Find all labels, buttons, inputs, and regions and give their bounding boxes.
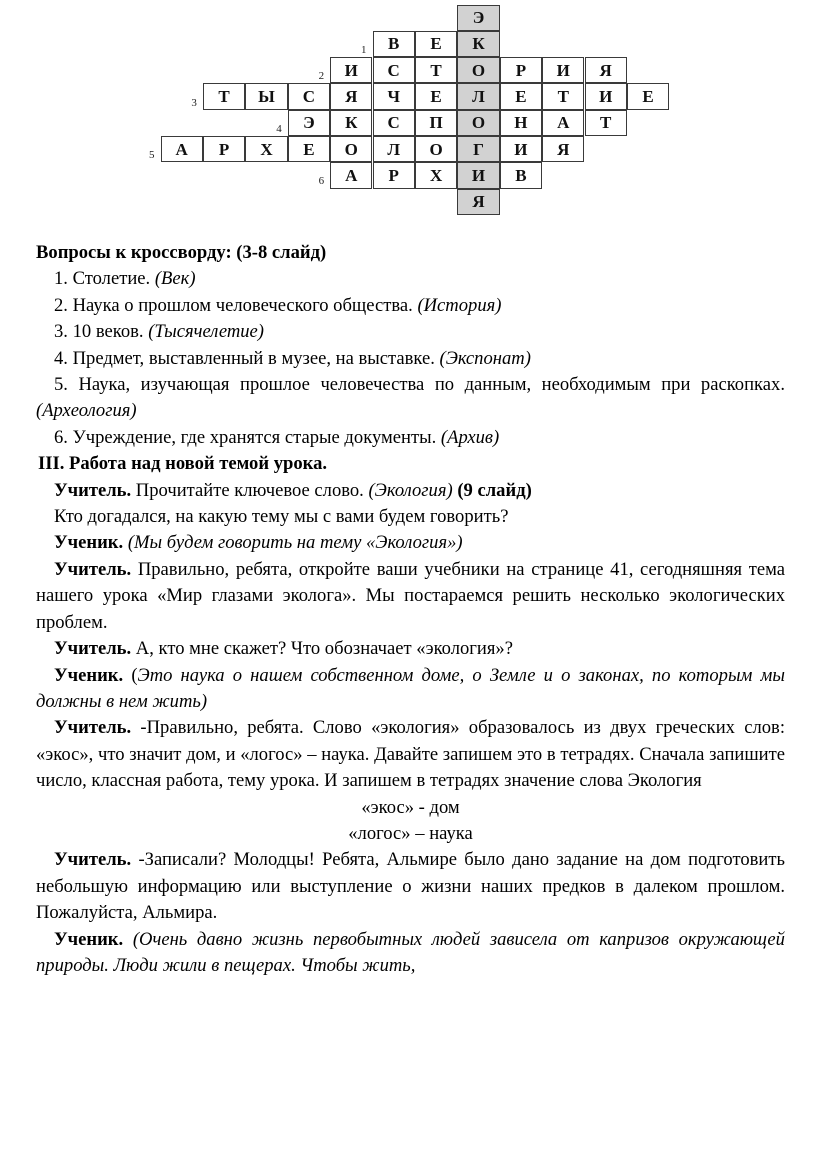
dialogue-speaker-4: Учитель. — [54, 558, 132, 580]
crossword-cell-r5-c8: И — [500, 136, 542, 162]
dialogue-speaker-6: Ученик. — [54, 664, 124, 686]
crossword-cell-r3-c10: И — [585, 83, 627, 109]
dialogue-line-1 — [36, 478, 785, 504]
crossword-cell-r1-c6: Е — [415, 31, 457, 57]
crossword-row-number-3: 3 — [191, 96, 197, 109]
question-answer-3: (Тысячелетие) — [148, 321, 264, 343]
crossword-cell-r3-c5: Ч — [373, 83, 415, 109]
question-text-1: 1. Столетие. — [54, 268, 155, 290]
crossword-cell-r2-c10: Я — [585, 57, 627, 83]
question-text-6: 6. Учреждение, где хранятся старые документы. — [54, 426, 441, 448]
crossword-cell-r3-c2: Ы — [245, 83, 287, 109]
dialogue-text-4: Правильно, ребята, откройте ваши учебники на странице 41, сегодняшняя тема нашего урока «Мир глазами эколога». Мы постараемся решить несколько экологических проблем. — [36, 558, 785, 633]
centered-definitions — [36, 795, 785, 848]
questions-heading: Вопросы к кроссворду: (3-8 слайд) — [36, 242, 327, 263]
crossword-cell-r3-c9: Т — [542, 83, 584, 109]
crossword-cell-r3-c7: Л — [457, 83, 499, 109]
dialogue-text-2: Кто догадался, на какую тему мы с вами будем говорить? — [54, 506, 509, 528]
crossword-cell-r2-c7: О — [457, 57, 499, 83]
crossword-question-5 — [36, 372, 785, 425]
crossword-cell-r2-c4: И — [330, 57, 372, 83]
dialogue-line-5 — [36, 636, 785, 662]
dialogue-italic-3: (Мы будем говорить на тему «Экология») — [127, 532, 463, 554]
dialogue-italic-6: Это наука о нашем собственном доме, о Земле и о законах, по которым мы должны в нем жить) — [36, 664, 785, 712]
dialogue-line-7 — [36, 715, 785, 794]
crossword-cell-r4-c6: П — [415, 110, 457, 136]
dialogue-tail-text-2 — [123, 929, 133, 950]
crossword-cell-r5-c5: Л — [373, 136, 415, 162]
crossword-cell-r5-c2: Х — [245, 136, 287, 162]
dialogue-tail-speaker-2: Ученик. — [54, 928, 124, 950]
document-body — [36, 240, 785, 979]
dialogue-speaker-1: Учитель. — [54, 479, 132, 501]
question-answer-6: (Архив) — [440, 426, 500, 448]
crossword-cell-r6-c8: В — [500, 162, 542, 188]
crossword-question-3 — [36, 319, 785, 345]
crossword-cell-r5-c7: Г — [457, 136, 499, 162]
crossword-cell-r4-c5: С — [373, 110, 415, 136]
crossword-cell-r6-c4: А — [330, 162, 372, 188]
crossword-cell-r3-c4: Я — [330, 83, 372, 109]
crossword-row-number-4: 4 — [276, 122, 282, 135]
crossword-cell-r3-c3: С — [288, 83, 330, 109]
crossword-cell-r5-c4: О — [330, 136, 372, 162]
question-text-3: 3. 10 веков. — [54, 321, 149, 343]
dialogue-block — [36, 478, 785, 795]
dialogue-tail-line-1 — [36, 847, 785, 926]
question-answer-5: (Археология) — [36, 400, 137, 422]
crossword-question-6 — [36, 425, 785, 451]
dialogue-line-6 — [36, 663, 785, 716]
crossword-cell-r2-c5: С — [373, 57, 415, 83]
dialogue-tailbold-1: (9 слайд) — [457, 479, 532, 501]
crossword-cell-r4-c3: Э — [288, 110, 330, 136]
dialogue-line-4 — [36, 557, 785, 636]
dialogue-tail-speaker-1: Учитель. — [54, 849, 132, 871]
crossword-cell-r6-c7: И — [457, 162, 499, 188]
dialogue-tail-line-2 — [36, 927, 785, 980]
question-answer-4: (Экспонат) — [439, 347, 531, 369]
dialogue-tail-text-1: -Записали? Молодцы! Ребята, Альмире было дано задание на дом подготовить небольшую информацию или выступление о жизни наших предков в далеком прошлом. Пожалуйста, Альмира. — [36, 849, 785, 924]
questions-list — [36, 266, 785, 451]
question-answer-1: (Век) — [154, 268, 196, 290]
dialogue-speaker-3: Ученик. — [54, 532, 124, 554]
question-text-2: 2. Наука о прошлом человеческого общества. — [54, 294, 418, 316]
crossword-row-number-6: 6 — [318, 175, 325, 188]
crossword-question-1 — [36, 266, 785, 292]
crossword-cell-r4-c10: Т — [585, 110, 627, 136]
dialogue-tail-italic-2: (Очень давно жизнь первобытных людей зависела от капризов окружающей природы. Люди жили в пещерах. Чтобы жить, — [36, 928, 785, 976]
section-heading: III. Работа над новой темой урока. — [38, 453, 328, 475]
crossword-cell-r5-c3: Е — [288, 136, 330, 162]
crossword-cell-r4-c9: А — [542, 110, 584, 136]
crossword-cell-r5-c9: Я — [542, 136, 584, 162]
crossword-cell-r2-c9: И — [542, 57, 584, 83]
crossword-cell-r3-c8: Е — [500, 83, 542, 109]
crossword-cell-r2-c6: Т — [415, 57, 457, 83]
crossword-cell-r5-c1: Р — [203, 136, 245, 162]
definition-line-2: «логос» – наука — [348, 822, 473, 844]
dialogue-text-1: Прочитайте ключевое слово. — [131, 479, 369, 501]
question-text-5: 5. Наука, изучающая прошлое человечества по данным, необходимым при раскопках. — [54, 374, 785, 396]
dialogue-speaker-5: Учитель. — [54, 638, 132, 660]
dialogue-text-7: -Правильно, ребята. Слово «экология» образовалось из двух греческих слов: «экос», что значит дом, и «логос» – наука. Давайте запишем это в тетрадях. Сначала запишите число, классная работа, тему урока. И запишем в тетрадях значение слова Экология — [36, 717, 785, 792]
question-answer-2: (История) — [417, 294, 502, 316]
dialogue-text-6: ( — [123, 664, 138, 686]
crossword-cell-r5-c0: А — [161, 136, 203, 162]
crossword-cell-r3-c1: Т — [203, 83, 245, 109]
crossword-cell-r1-c5: В — [373, 31, 415, 57]
crossword-cell-r4-c4: К — [330, 110, 372, 136]
crossword-row-number-2: 2 — [318, 70, 325, 83]
dialogue-italic-1: (Экология) — [368, 479, 453, 501]
crossword-row-number-1: 1 — [361, 43, 367, 56]
crossword-row-number-5: 5 — [149, 149, 155, 162]
crossword-cell-r3-c11: Е — [627, 83, 669, 109]
dialogue-line-3 — [36, 530, 785, 556]
crossword-question-4 — [36, 346, 785, 372]
crossword-question-2 — [36, 293, 785, 319]
crossword-cell-r0-c7: Э — [457, 5, 499, 31]
crossword-figure — [0, 0, 816, 232]
crossword-cell-r4-c8: Н — [500, 110, 542, 136]
dialogue-text-5: А, кто мне скажет? Что обозначает «экология»? — [131, 638, 513, 660]
crossword-cell-r3-c6: Е — [415, 83, 457, 109]
crossword-cell-r4-c7: О — [457, 110, 499, 136]
crossword-cell-r2-c8: Р — [500, 57, 542, 83]
dialogue-line-2 — [36, 504, 785, 530]
dialogue-speaker-7: Учитель. — [54, 717, 132, 739]
dialogue-tail-block — [36, 847, 785, 979]
question-text-4: 4. Предмет, выставленный в музее, на выставке. — [54, 347, 440, 369]
crossword-cell-r6-c6: Х — [415, 162, 457, 188]
crossword-cell-r5-c6: О — [415, 136, 457, 162]
definition-line-1: «экос» - дом — [361, 796, 460, 818]
crossword-cell-r1-c7: К — [457, 31, 499, 57]
crossword-cell-r6-c5: Р — [373, 162, 415, 188]
crossword-cell-r7-c7: Я — [457, 189, 499, 215]
